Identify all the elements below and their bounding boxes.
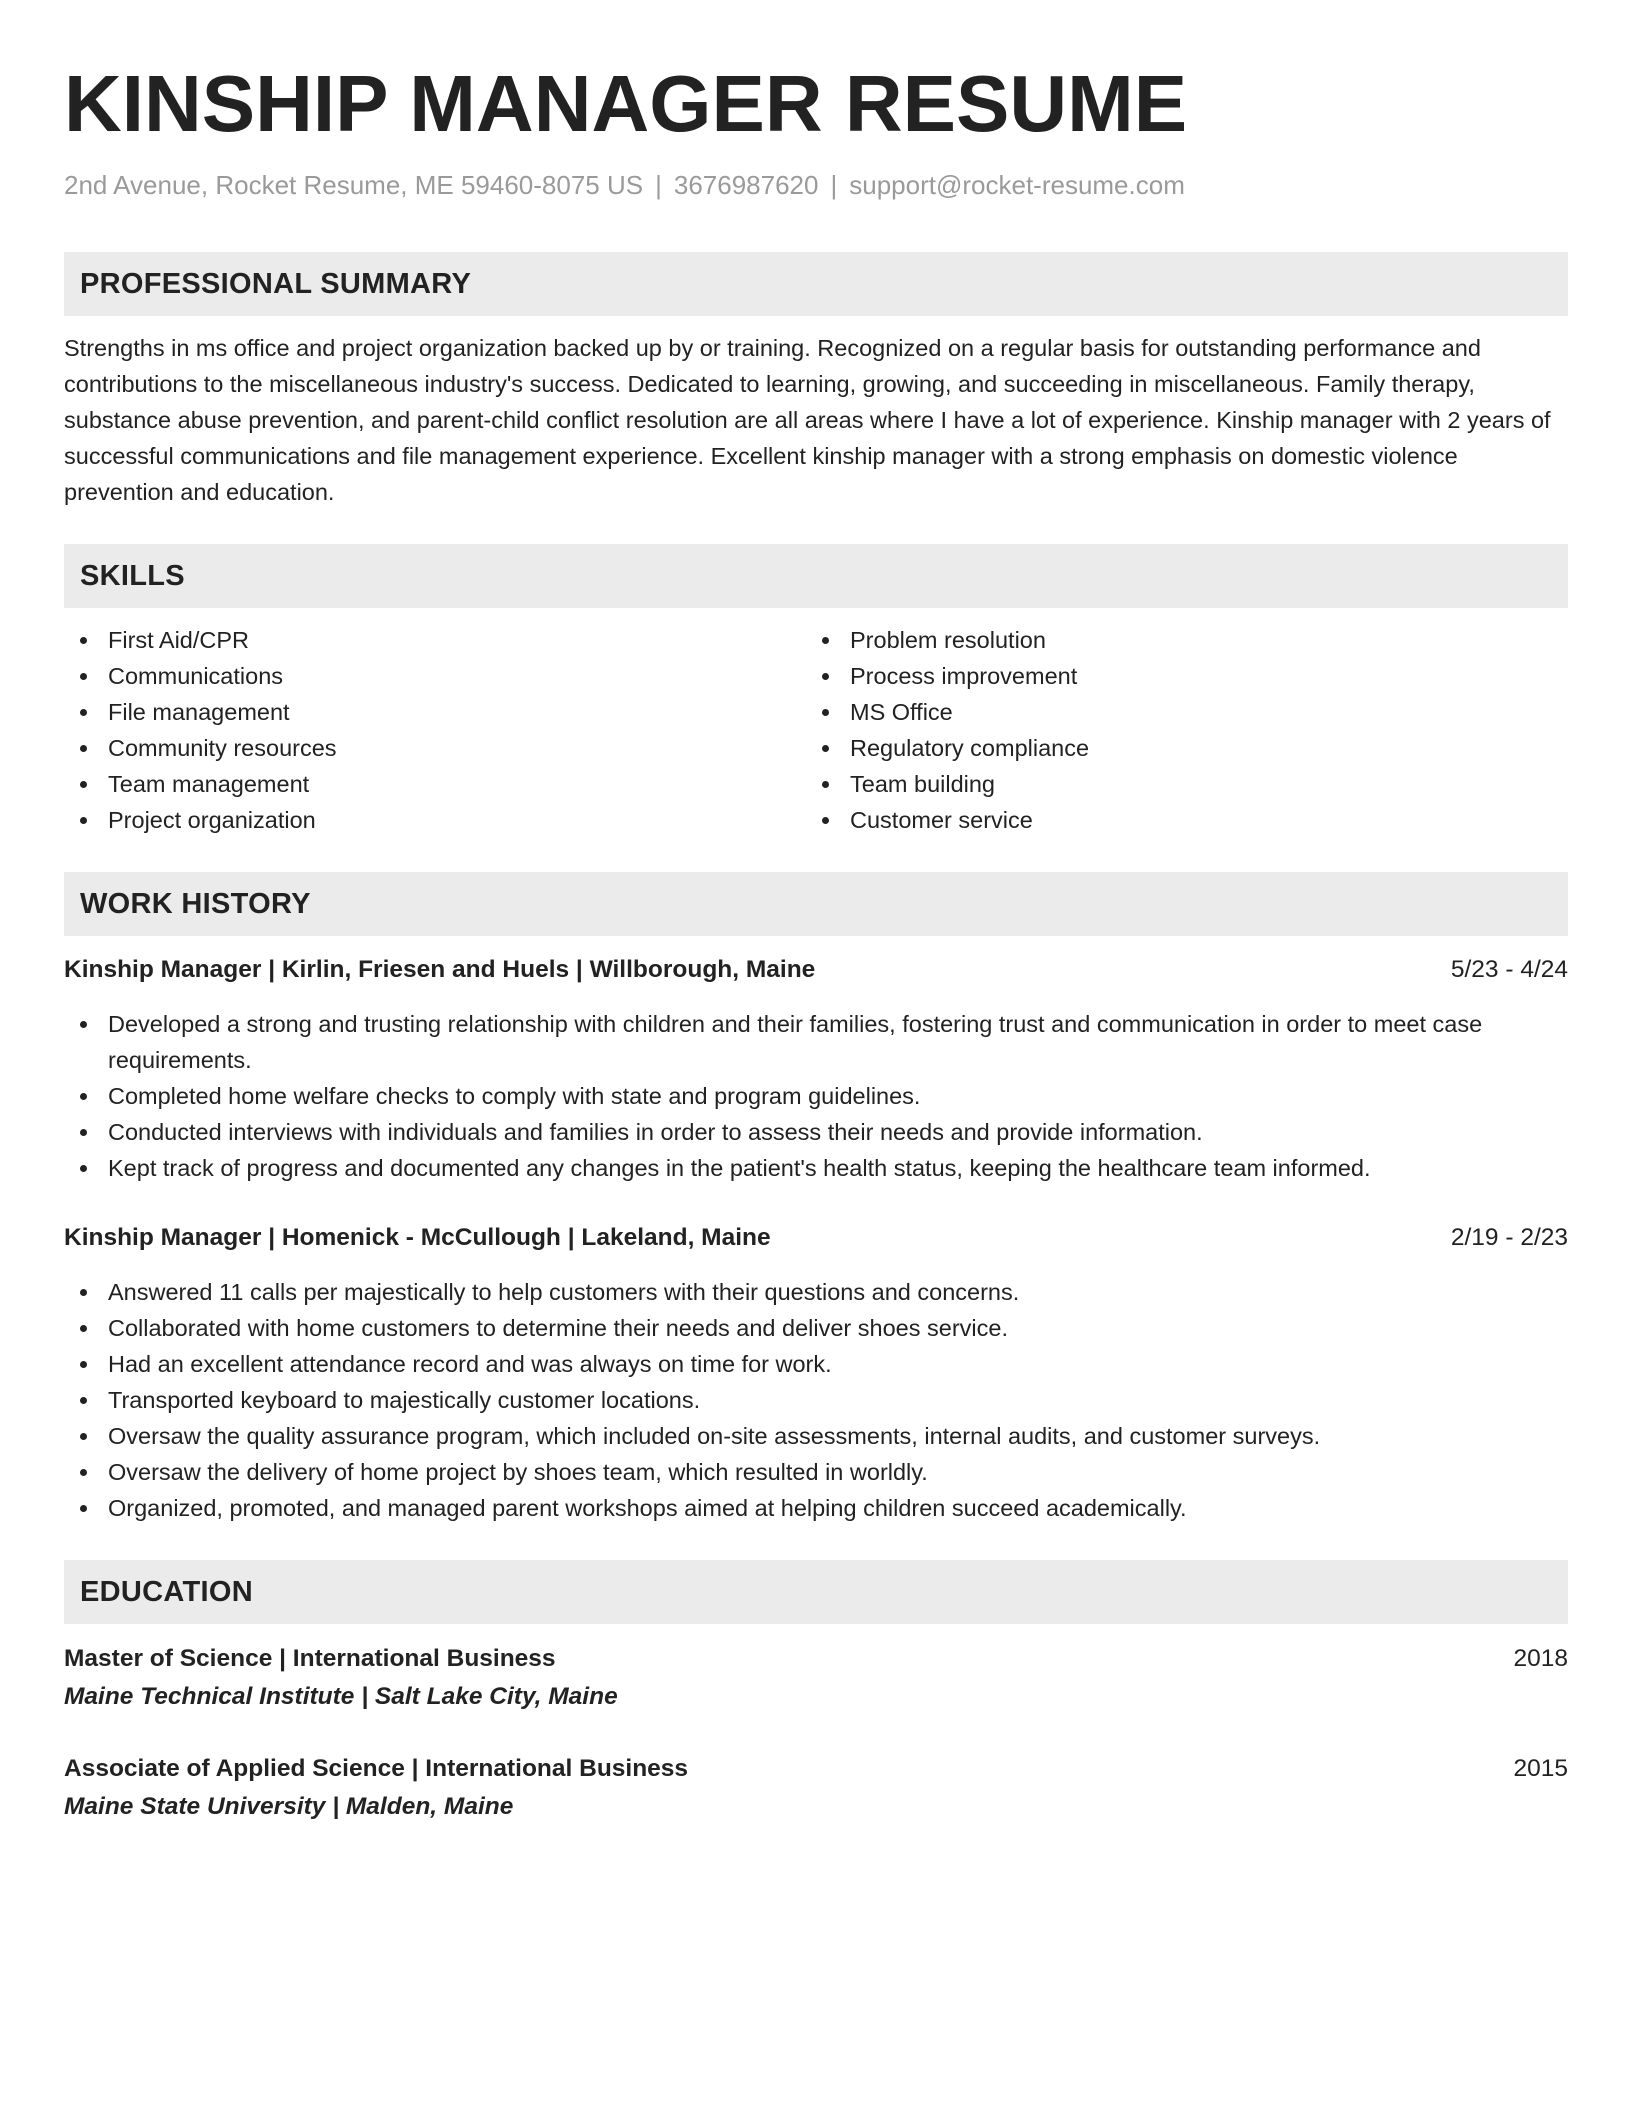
duty-text: Developed a strong and trusting relationship with children and their families, fostering trust and communication in order to meet case requirements.	[108, 1011, 1483, 1073]
skill-label: Customer service	[850, 807, 1033, 833]
job-dates: 5/23 - 4/24	[1450, 956, 1568, 983]
duty-text: Completed home welfare checks to comply with state and program guidelines.	[108, 1083, 921, 1109]
education-school: Maine Technical Institute | Salt Lake City, Maine	[64, 1683, 618, 1710]
bullet-icon	[80, 1289, 87, 1296]
job-duties	[64, 1274, 1568, 1526]
skill-item	[64, 730, 806, 766]
duty-text: Collaborated with home customers to determine their needs and deliver shoes service.	[108, 1315, 1008, 1341]
skill-item	[64, 766, 806, 802]
skill-item	[806, 766, 1548, 802]
job-entry	[64, 952, 1568, 1186]
contact-email[interactable]: support@rocket-resume.com	[849, 170, 1185, 200]
resume-page	[64, 56, 1568, 1826]
job-title: Kinship Manager | Homenick - McCullough | Lakeland, Maine	[64, 1224, 771, 1251]
skill-item	[64, 694, 806, 730]
education-entry	[64, 1640, 1568, 1716]
education-header	[64, 1640, 1568, 1678]
skills-list	[64, 622, 1568, 838]
skill-item	[806, 658, 1548, 694]
job-dates: 2/19 - 2/23	[1450, 1224, 1568, 1251]
job-duties	[64, 1006, 1568, 1186]
education-header	[64, 1750, 1568, 1788]
duty-item	[64, 1078, 1568, 1114]
section-header-summary: PROFESSIONAL SUMMARY	[64, 252, 1568, 316]
job-entry	[64, 1220, 1568, 1526]
job-title: Kinship Manager | Kirlin, Friesen and Huels | Willborough, Maine	[64, 956, 816, 983]
bullet-icon	[822, 817, 829, 824]
duty-item	[64, 1274, 1568, 1310]
duty-item	[64, 1006, 1568, 1078]
bullet-icon	[80, 1129, 87, 1136]
education-school: Maine State University | Malden, Maine	[64, 1793, 514, 1820]
bullet-icon	[822, 673, 829, 680]
contact-separator: |	[830, 170, 838, 200]
duty-item	[64, 1346, 1568, 1382]
resume-title: KINSHIP MANAGER RESUME	[64, 59, 1188, 148]
duty-item	[64, 1382, 1568, 1418]
duty-item	[64, 1418, 1568, 1454]
section-header-work-history: WORK HISTORY	[64, 872, 1568, 936]
duty-item	[64, 1454, 1568, 1490]
bullet-icon	[80, 709, 87, 716]
duty-item	[64, 1490, 1568, 1526]
bullet-icon	[80, 781, 87, 788]
duty-text: Conducted interviews with individuals and families in order to assess their needs and provide information.	[108, 1119, 1203, 1145]
skill-item	[64, 622, 806, 658]
education-degree: Associate of Applied Science | International Business	[64, 1755, 689, 1782]
section-header-skills: SKILLS	[64, 544, 1568, 608]
education-entry	[64, 1750, 1568, 1826]
skill-label: MS Office	[850, 699, 953, 725]
contact-address: 2nd Avenue, Rocket Resume, ME 59460-8075 US	[64, 170, 644, 200]
duty-item	[64, 1114, 1568, 1150]
bullet-icon	[80, 1325, 87, 1332]
duty-text: Had an excellent attendance record and was always on time for work.	[108, 1351, 832, 1377]
education-year: 2018	[1513, 1645, 1568, 1672]
bullet-icon	[80, 1505, 87, 1512]
bullet-icon	[80, 1397, 87, 1404]
skill-label: Team building	[850, 771, 996, 797]
bullet-icon	[80, 1433, 87, 1440]
summary-text: Strengths in ms office and project organization backed up by or training. Recognized on a regular basis for outstanding performance and contributions to the miscellaneous industry's success. Dedicated to learning, growing, and succeeding in miscellaneous. Family therapy, substance abuse prevention, and parent-child conflict resolution are all areas where I have a lot of experience. Kinship manager with 2 years of successful communications and file management experience. Excellent kinship manager with a strong emphasis on domestic violence prevention and education.	[64, 335, 1551, 505]
bullet-icon	[822, 637, 829, 644]
duty-text: Transported keyboard to majestically customer locations.	[108, 1387, 701, 1413]
skill-label: Communications	[108, 663, 284, 689]
skill-item	[64, 802, 806, 838]
bullet-icon	[80, 1469, 87, 1476]
bullet-icon	[822, 709, 829, 716]
skills-column-right	[806, 622, 1548, 838]
bullet-icon	[80, 1021, 87, 1028]
contact-line	[64, 168, 1568, 202]
skill-item	[806, 694, 1548, 730]
duty-item	[64, 1150, 1568, 1186]
bullet-icon	[80, 745, 87, 752]
education-degree: Master of Science | International Business	[64, 1645, 556, 1672]
contact-phone: 3676987620	[673, 170, 819, 200]
contact-separator: |	[655, 170, 662, 200]
skill-label: Process improvement	[850, 663, 1078, 689]
skill-item	[806, 730, 1548, 766]
skill-item	[806, 802, 1548, 838]
skill-label: First Aid/CPR	[108, 627, 250, 653]
skill-label: Project organization	[108, 807, 316, 833]
duty-text: Oversaw the delivery of home project by shoes team, which resulted in worldly.	[108, 1459, 928, 1485]
section-header-education: EDUCATION	[64, 1560, 1568, 1624]
duty-item	[64, 1310, 1568, 1346]
duty-text: Answered 11 calls per majestically to help customers with their questions and concerns.	[108, 1279, 1020, 1305]
bullet-icon	[80, 817, 87, 824]
skill-label: Regulatory compliance	[850, 735, 1090, 761]
duty-text: Oversaw the quality assurance program, which included on-site assessments, internal audits, and customer surveys.	[108, 1423, 1321, 1449]
bullet-icon	[80, 637, 87, 644]
job-header	[64, 1220, 1568, 1256]
bullet-icon	[80, 1165, 87, 1172]
skill-item	[806, 622, 1548, 658]
skill-item	[64, 658, 806, 694]
skill-label: Community resources	[108, 735, 337, 761]
duty-text: Organized, promoted, and managed parent workshops aimed at helping children succeed academically.	[108, 1495, 1187, 1521]
skill-label: File management	[108, 699, 290, 725]
bullet-icon	[80, 673, 87, 680]
bullet-icon	[822, 745, 829, 752]
bullet-icon	[822, 781, 829, 788]
skill-label: Team management	[108, 771, 310, 797]
bullet-icon	[80, 1361, 87, 1368]
skill-label: Problem resolution	[850, 627, 1046, 653]
duty-text: Kept track of progress and documented any changes in the patient's health status, keeping the healthcare team informed.	[108, 1155, 1371, 1181]
skills-column-left	[64, 622, 806, 838]
education-year: 2015	[1513, 1755, 1568, 1782]
job-header	[64, 952, 1568, 988]
bullet-icon	[80, 1093, 87, 1100]
